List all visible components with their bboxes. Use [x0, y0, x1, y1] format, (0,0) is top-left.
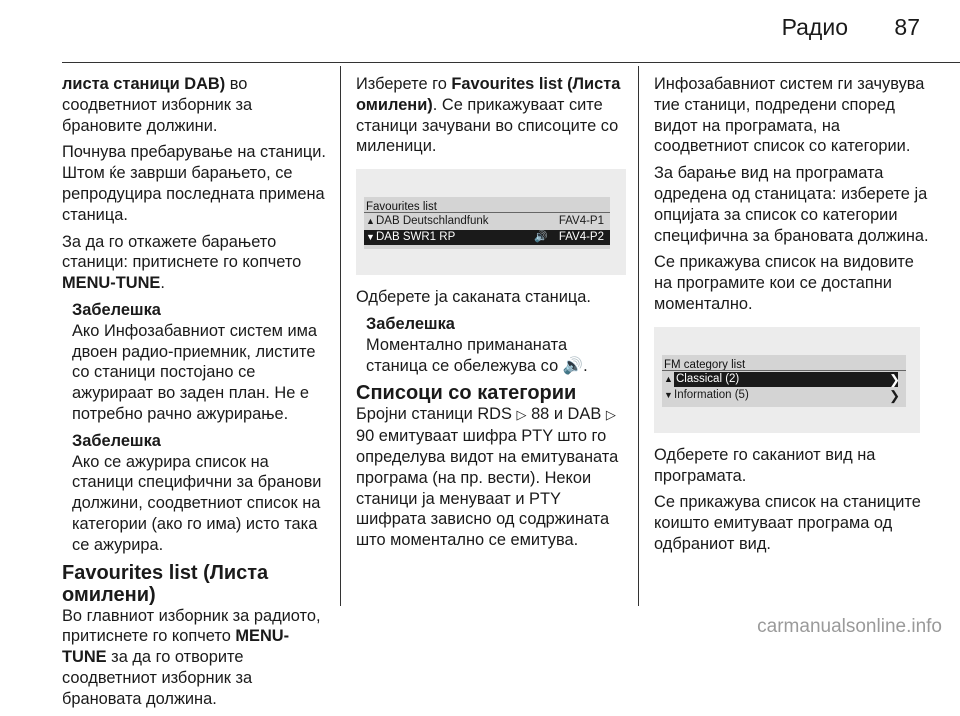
- note-text: Ако Инфозабавниот систем има двоен радио-приемник, листите со станици постојано се ажурираат во заден план. Не е потребно рачно ажурирање.: [72, 321, 318, 423]
- arrow-up-icon: ▲: [664, 373, 673, 384]
- note-title: Забелешка: [366, 314, 455, 333]
- cross-reference-icon: ▷: [516, 407, 527, 423]
- page-number: 87: [894, 14, 920, 40]
- speaker-icon: 🔊: [562, 356, 584, 375]
- note-title: Забелешка: [72, 300, 161, 319]
- section-heading: Списоци со категории: [356, 382, 577, 405]
- list-item: ▼ Information (5) ❯: [664, 387, 900, 403]
- note: [356, 314, 626, 376]
- paragraph: Почнува пребарување на станици. Штом ќе заврши барањето, се репродуцира последната примена станица.: [62, 143, 326, 224]
- column-3: [654, 74, 930, 561]
- screen-divider: [364, 212, 610, 213]
- note: [62, 431, 328, 556]
- paragraph: Бројни станици RDS ▷ 88 и DAB ▷ 90 емитуваат шифра PTY што го определува видот на емитуваната програма (на пр. вести). Некои станици ја менуваат и PTY шифрата зависно од содржината што моментално се емитува.: [356, 405, 619, 550]
- column-divider-2: [638, 66, 639, 606]
- screen-title: Favourites list: [366, 201, 437, 214]
- note-text: Моментално примананата станица се обележува со 🔊.: [366, 335, 588, 375]
- display-panel: [364, 197, 610, 249]
- page-title: Радио: [781, 14, 848, 40]
- favourites-list-screenshot: [356, 169, 626, 275]
- paragraph: Во главниот изборник за радиото, притиснете го копчето MENU-TUNE за да го отворите соодветниот изборник за брановата должина.: [62, 606, 321, 708]
- cross-reference-icon: ▷: [605, 407, 616, 423]
- category-list-screenshot: [654, 327, 920, 433]
- screen-divider: [662, 370, 906, 371]
- section-heading: Favourites list (Листа омилени): [62, 561, 269, 606]
- note: [62, 300, 328, 425]
- list-item-selected: ▼ DAB SWR1 RP 🔊 FAV4-P2: [364, 230, 610, 245]
- chevron-right-icon: ❯: [889, 371, 900, 387]
- note-text: Ако се ажурира список на станици специфични за бранови должини, соодветниот список на категории (ако го има) исто така се ажурира.: [72, 452, 322, 554]
- speaker-icon: 🔊: [534, 231, 548, 244]
- paragraph: Одберете ја саканата станица.: [356, 288, 591, 307]
- list-item: ▲ DAB Deutschlandfunk FAV4-P1: [366, 215, 604, 228]
- paragraph: листа станици DAB) во соодветниот изборник за брановите должини.: [62, 75, 253, 135]
- watermark: carmanualsonline.info: [757, 616, 942, 637]
- column-divider-1: [340, 66, 341, 606]
- arrow-down-icon: ▼: [664, 389, 673, 400]
- list-item-selected: ▲ Classical (2) ❯: [664, 371, 900, 387]
- paragraph: Одберете го саканиот вид на програмата.: [654, 445, 876, 485]
- header-divider: [62, 62, 960, 63]
- paragraph: Се прикажува список на видовите на програмите кои се достапни моментално.: [654, 253, 914, 313]
- paragraph: Инфозабавниот систем ги зачувува тие станици, подредени според видот на програмата, на соодветниот список со категории.: [654, 75, 925, 156]
- display-panel: [662, 355, 906, 407]
- note-title: Забелешка: [72, 431, 161, 450]
- paragraph: За барање вид на програмата одредена од станицата: изберете ја опцијата за список со категории специфична за брановата должина.: [654, 164, 929, 245]
- arrow-up-icon: ▲: [366, 216, 375, 227]
- column-2: [356, 74, 626, 557]
- chevron-right-icon: ❯: [889, 387, 900, 403]
- arrow-down-icon: ▼: [366, 232, 375, 243]
- paragraph: Изберете го Favourites list (Листа омилени). Се прикажуваат сите станици зачувани во списоците со миленици.: [356, 75, 621, 156]
- screen-title: FM category list: [664, 358, 746, 371]
- column-1: [62, 74, 328, 716]
- paragraph: За да го откажете барањето станици: притиснете го копчето MENU-TUNE.: [62, 232, 302, 293]
- paragraph: Се прикажува список на станиците коишто емитуваат програма од одбраниот вид.: [654, 493, 921, 553]
